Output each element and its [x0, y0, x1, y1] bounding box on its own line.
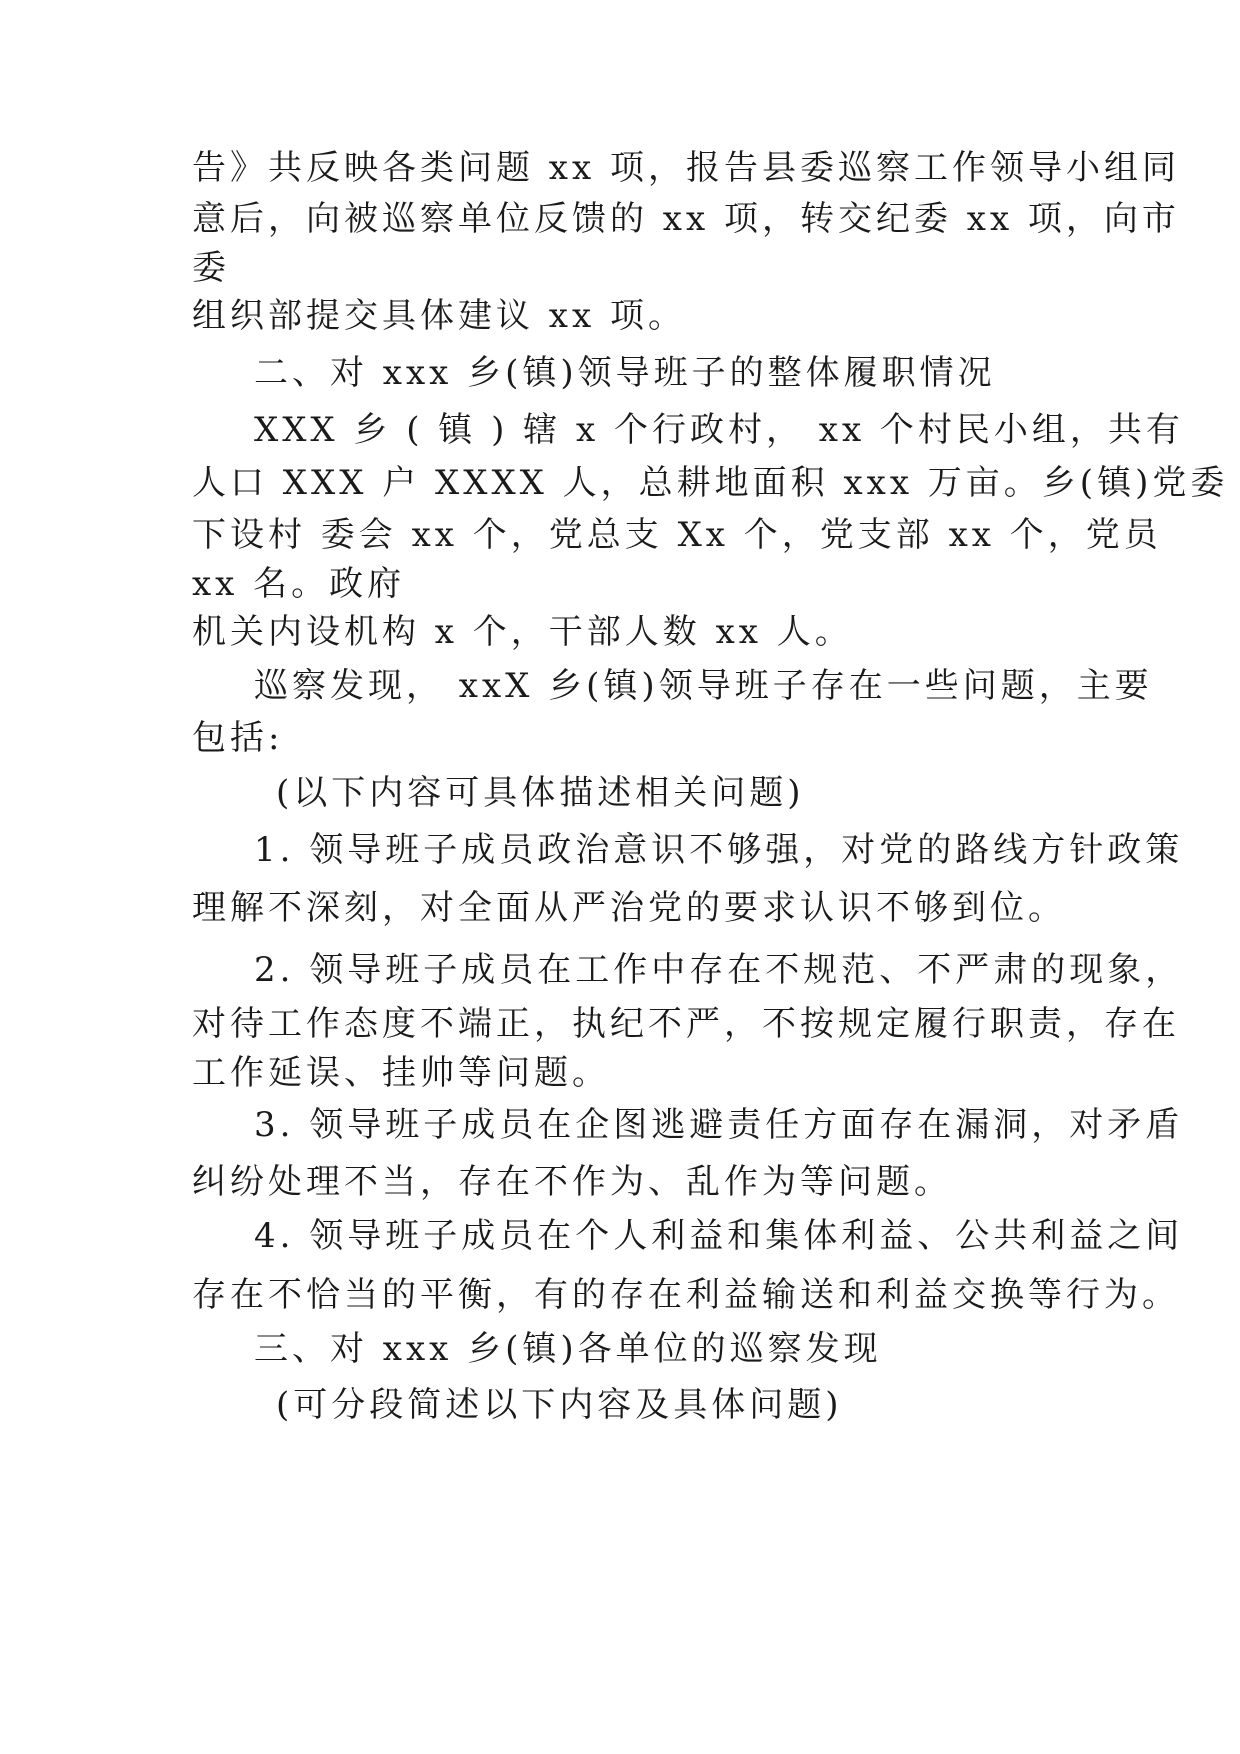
list-item-1-line-2: 理解不深刻，对全面从严治党的要求认识不够到位。 [192, 888, 1066, 928]
list-item-4-line-1: 4. 领导班子成员在个人利益和集体利益、公共利益之间 [254, 1216, 1184, 1256]
list-item-3-line-2: 纠纷处理不当，存在不作为、乱作为等问题。 [192, 1162, 952, 1202]
list-item-2-line-2: 对待工作态度不端正，执纪不严，不按规定履行职责，存在 [192, 1004, 1180, 1044]
paragraph-2-line-2: 人口 XXX 户 XXXX 人，总耕地面积 xxx 万亩。乡(镇)党委 [192, 463, 1229, 503]
list-item-1-line-1: 1. 领导班子成员政治意识不够强，对党的路线方针政策 [254, 830, 1184, 870]
section-3-heading: 三、对 xxx 乡(镇)各单位的巡察发现 [254, 1329, 882, 1369]
paragraph-3-line-1: 巡察发现， xxX 乡(镇)领导班子存在一些问题，主要 [254, 666, 1153, 706]
section-2-heading: 二、对 xxx 乡(镇)领导班子的整体履职情况 [254, 353, 996, 393]
paragraph-2-line-3: 下设村 委会 xx 个，党总支 Xx 个，党支部 xx 个，党员 [192, 515, 1162, 555]
list-item-3-line-1: 3. 领导班子成员在企图逃避责任方面存在漏洞，对矛盾 [254, 1105, 1184, 1145]
list-item-4-line-2: 存在不恰当的平衡，有的存在利益输送和利益交换等行为。 [192, 1275, 1180, 1315]
note-summarize-problems: (可分段简述以下内容及具体问题) [276, 1385, 843, 1425]
paragraph-1-line-2: 意后，向被巡察单位反馈的 xx 项，转交纪委 xx 项，向市 [192, 199, 1180, 239]
note-describe-problems: (以下内容可具体描述相关问题) [276, 773, 805, 813]
paragraph-1-line-3: 委 [192, 248, 230, 288]
list-item-2-line-1: 2. 领导班子成员在工作中存在不规范、不严肃的现象， [254, 950, 1184, 990]
paragraph-2-line-4: xx 名。政府 [192, 564, 406, 604]
paragraph-2-line-1: XXX 乡 ( 镇 ) 辖 x 个行政村， xx 个村民小组，共有 [254, 410, 1184, 450]
paragraph-3-line-2: 包括: [192, 718, 284, 758]
paragraph-1-line-1: 告》共反映各类问题 xx 项，报告县委巡察工作领导小组同 [192, 148, 1180, 188]
paragraph-1-line-4: 组织部提交具体建议 xx 项。 [192, 296, 686, 336]
paragraph-2-line-5: 机关内设机构 x 个，干部人数 xx 人。 [192, 612, 853, 652]
list-item-2-line-3: 工作延误、挂帅等问题。 [192, 1053, 610, 1093]
